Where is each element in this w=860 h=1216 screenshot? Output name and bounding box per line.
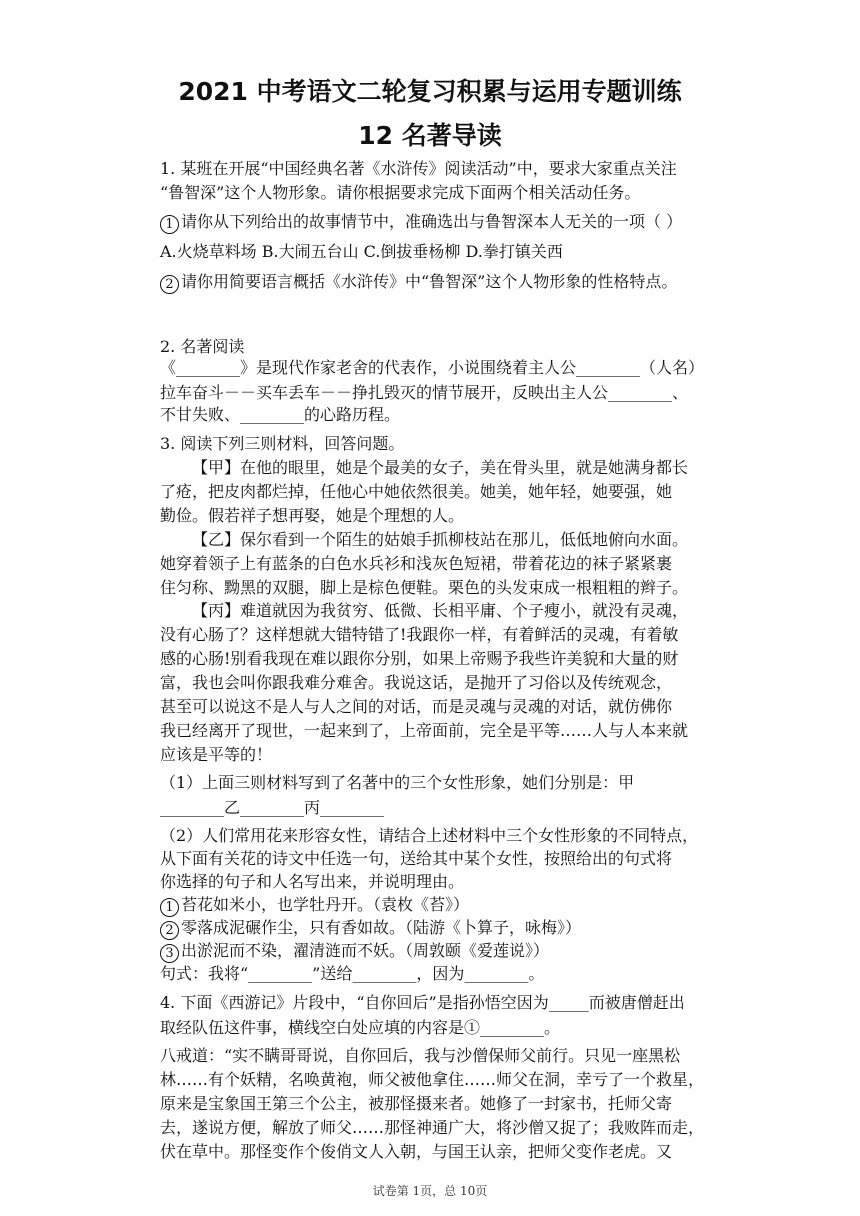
text-line-q4-p-5 — [160, 1142, 672, 1162]
text-line-q2-line-2 — [160, 383, 688, 403]
text-line-q3-jia-1 — [192, 458, 688, 478]
text-line-q4-p-3 — [160, 1094, 672, 1114]
line-text: 八戒道：“实不瞒哥哥说，自你回后，我与沙僧保师父前行。只见一座黑松 — [160, 1046, 681, 1065]
circled-number: 2 — [160, 921, 179, 940]
circled-number: 2 — [160, 275, 179, 294]
line-text: 富，我也会叫你跟我难分难舍。我说这话，是抛开了习俗以及传统观念， — [160, 673, 673, 692]
line-text: “鲁智深”这个人物形象。请你根据要求完成下面两个相关活动任务。 — [160, 183, 641, 202]
text-line-q3-jia-3 — [160, 506, 464, 526]
line-text: ________乙________丙________ — [160, 798, 385, 817]
text-line-q3-bing-3 — [160, 649, 678, 669]
line-text: 没有心肠了？这样想就大错特错了!我跟你一样，有着鲜活的灵魂，有着敏 — [160, 625, 679, 644]
text-line-q3-sub2-3 — [160, 872, 464, 892]
line-text: 应该是平等的！ — [160, 745, 273, 764]
line-text: A.火烧草料场 B.大闹五台山 C.倒拔垂杨柳 D.拳打镇关西 — [160, 242, 563, 261]
text-line-q1-task-2 — [160, 272, 677, 294]
text-line-q3-bing-2 — [160, 625, 678, 645]
text-line-q3-poem-3 — [160, 941, 549, 963]
line-text: 【丙】难道就因为我贫穷、低微、长相平庸、个子瘦小，就没有灵魂， — [192, 601, 689, 620]
text-line-q3-pattern — [160, 964, 544, 984]
text-line-q3-bing-5 — [160, 697, 672, 717]
text-line-q3-sub1-2 — [160, 798, 384, 818]
line-text: （2）人们常用花来形容女性，请结合上述材料中三个女性形象的不同特点， — [160, 826, 699, 845]
text-line-q3-bing-6 — [160, 721, 688, 741]
line-text: 《________》是现代作家老舍的代表作，小说围绕着主人公________（人名） — [160, 358, 705, 377]
line-text: 甚至可以说这不是人与人之间的对话，而是灵魂与灵魂的对话，就仿佛你 — [160, 697, 673, 716]
text-line-q1-stem-2 — [160, 183, 640, 203]
line-text: 请你从下列给出的故事情节中，准确选出与鲁智深本人无关的一项（ ） — [181, 212, 683, 231]
line-text: 请你用简要语言概括《水浒传》中“鲁智深”这个人物形象的性格特点。 — [181, 272, 678, 291]
line-text: 住匀称、黝黑的双腿，脚上是棕色便鞋。栗色的头发束成一根粗粗的辫子。 — [160, 578, 689, 597]
text-line-q3-bing-1 — [192, 601, 688, 621]
line-text: 你选择的句子和人名写出来，并说明理由。 — [160, 872, 465, 891]
text-line-q3-yi-1 — [192, 530, 688, 550]
line-text: 去，遂说方便，解放了师父……那怪神通广大，将沙僧又捉了；我败阵而走， — [160, 1118, 705, 1137]
text-line-q3-jia-2 — [160, 482, 672, 502]
line-text: 她穿着领子上有蓝条的白色水兵衫和浅灰色短裙，带着花边的袜子紧紧裹 — [160, 554, 673, 573]
text-line-q3-yi-2 — [160, 554, 672, 574]
circled-number: 1 — [160, 215, 179, 234]
text-line-q2-line-1 — [160, 358, 704, 378]
text-line-q3-bing-4 — [160, 673, 672, 693]
text-line-q3-poem-2 — [160, 918, 581, 940]
page-footer: 试卷第 1页，总 10页 — [372, 1184, 488, 1198]
line-text: 不甘失败、________的心路历程。 — [160, 405, 401, 424]
line-text: 零落成泥碾作尘，只有香如故。（陆游《卜算子，咏梅》） — [181, 918, 582, 937]
document-subtitle: 12 名著导读 — [358, 121, 502, 150]
line-text: 1. 某班在开展“中国经典名著《水浒传》阅读活动”中，要求大家重点关注 — [160, 159, 677, 178]
text-line-q3-sub2-1 — [160, 826, 698, 846]
line-text: 苔花如米小，也学牡丹开。（袁枚《苔》） — [181, 895, 470, 914]
text-line-q4-p-4 — [160, 1118, 704, 1138]
circled-number: 3 — [160, 944, 179, 963]
text-line-q1-task-1 — [160, 212, 682, 234]
text-line-q1-stem-1 — [160, 159, 677, 179]
line-text: 拉车奋斗－－买车丢车－－挣扎毁灭的情节展开，反映出主人公________、 — [160, 383, 689, 402]
text-line-q4-stem-1 — [160, 993, 685, 1013]
circled-number: 1 — [160, 898, 179, 917]
text-line-q1-options — [160, 242, 563, 262]
text-line-q3-sub2-2 — [160, 849, 672, 869]
line-text: 勤俭。假若祥子想再娶，她是个理想的人。 — [160, 506, 465, 525]
line-text: 从下面有关花的诗文中任选一句，送给其中某个女性，按照给出的句式将 — [160, 849, 673, 868]
line-text: 林……有个妖精，名唤黄袍，师父被他拿住……师父在洞，幸亏了一个救星， — [160, 1070, 705, 1089]
line-text: 2. 名著阅读 — [160, 337, 245, 356]
text-line-q3-poem-1 — [160, 895, 469, 917]
text-line-q4-p-2 — [160, 1070, 704, 1090]
line-text: 【甲】在他的眼里，她是个最美的女子，美在骨头里，就是她满身都长 — [192, 458, 689, 477]
line-text: 【乙】保尔看到一个陌生的姑娘手抓柳枝站在那儿，低低地俯向水面。 — [192, 530, 689, 549]
text-line-q3-yi-3 — [160, 578, 688, 598]
line-text: 原来是宝象国王第三个公主，被那怪摄来者。她修了一封家书，托师父寄 — [160, 1094, 673, 1113]
line-text: 我已经离开了现世，一起来到了，上帝面前，完全是平等……人与人本来就 — [160, 721, 689, 740]
line-text: 出淤泥而不染，濯清涟而不妖。（周敦颐《爱莲说》） — [181, 941, 550, 960]
line-text: 伏在草中。那怪变作个俊俏文人入朝，与国王认亲，把师父变作老虎。又 — [160, 1142, 673, 1161]
text-line-q4-stem-2 — [160, 1018, 560, 1038]
text-line-q2-line-3 — [160, 405, 400, 425]
line-text: 感的心肠!别看我现在难以跟你分别，如果上帝赐予我些许美貌和大量的财 — [160, 649, 679, 668]
line-text: 4. 下面《西游记》片段中，“自你回后”是指孙悟空因为_____而被唐僧赶出 — [160, 993, 685, 1012]
document-title: 2021 中考语文二轮复习积累与运用专题训练 — [178, 77, 682, 106]
line-text: 取经队伍这件事，横线空白处应填的内容是①________。 — [160, 1018, 561, 1037]
line-text: 3. 阅读下列三则材料，回答问题。 — [160, 434, 405, 453]
line-text: 了疮，把皮肉都烂掉，任他心中她依然很美。她美，她年轻，她要强，她 — [160, 482, 673, 501]
line-text: 句式：我将“________”送给________，因为________。 — [160, 964, 545, 983]
text-line-q3-bing-7 — [160, 745, 272, 765]
text-line-q3-sub1-1 — [160, 773, 634, 793]
text-line-q3-stem — [160, 434, 404, 454]
text-line-q2-stem — [160, 337, 244, 357]
text-line-q4-p-1 — [160, 1046, 680, 1066]
line-text: （1）上面三则材料写到了名著中的三个女性形象，她们分别是：甲 — [160, 773, 635, 792]
